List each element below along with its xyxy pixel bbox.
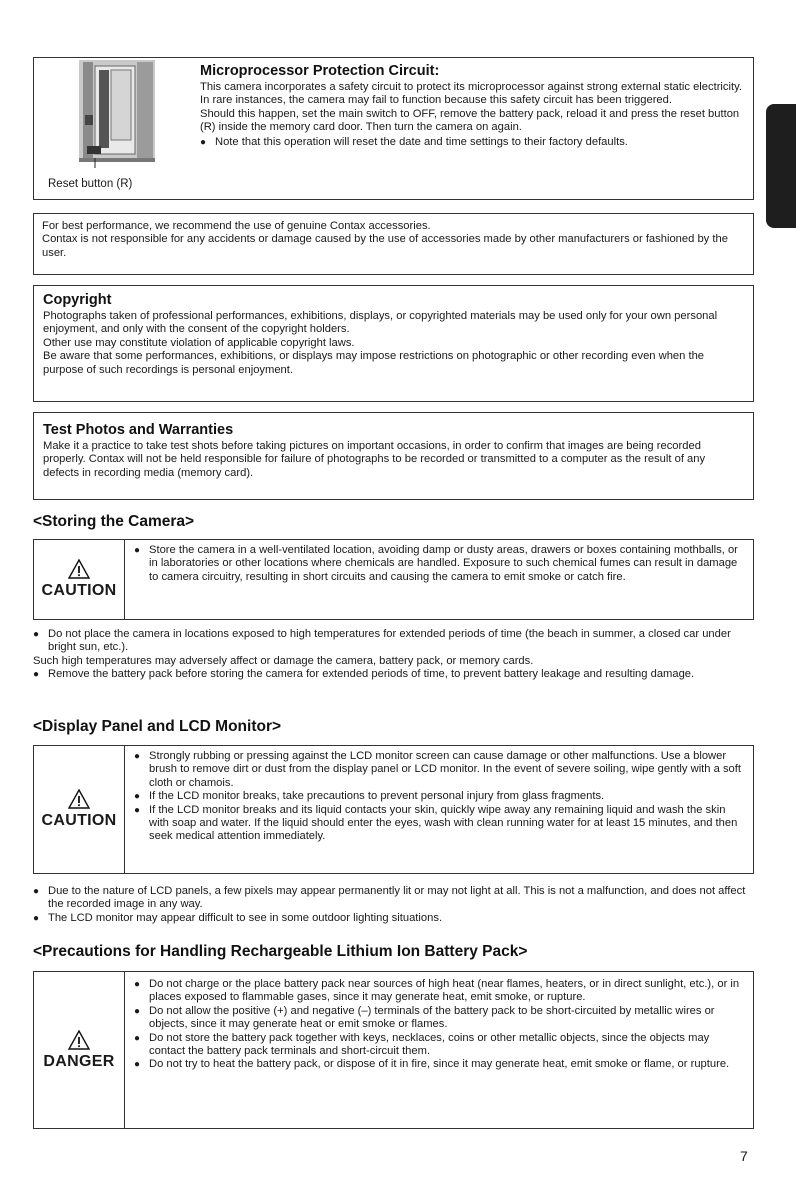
warning-triangle-icon <box>68 559 90 579</box>
display-bullet-1: ● Due to the nature of LCD panels, a few pixels may appear permanently lit or may not light at all. This is not a malfunction, and does not affect the recorded image in any way. <box>33 885 753 912</box>
battery-danger-item-2: ● Do not allow the positive (+) and negative (–) terminals of the battery pack to be short-circuited by metallic wires or objects, since it may generate heat or emit smoke or flames. <box>134 1005 744 1032</box>
copyright-title: Copyright <box>43 292 112 308</box>
battery-danger-label: DANGER <box>43 1052 115 1070</box>
copyright-box <box>33 285 754 402</box>
camera-illustration <box>77 60 157 168</box>
copyright-line1: Photographs taken of professional performances, exhibitions, displays, or copyrighted materials may be used only for your own personal enjoyment, and only with the consent of the copyright holders. <box>43 310 718 336</box>
battery-danger-item-4: ● Do not try to heat the battery pack, or dispose of it in fire, since it may generate heat, emit smoke or flame, or rupture. <box>134 1058 744 1071</box>
reset-button-caption: Reset button (R) <box>48 178 133 190</box>
warning-triangle-icon <box>68 789 90 809</box>
display-caution-cell <box>34 746 125 873</box>
test-photos-title: Test Photos and Warranties <box>43 422 234 438</box>
battery-danger-cell <box>34 972 125 1128</box>
storing-bullet-1 <box>33 628 753 668</box>
microprocessor-para1: This camera incorporates a safety circuit to protect its microprocessor against strong external static electricity. In rare instances, the camera may fail to function because this safety circuit has been triggered. <box>200 81 742 107</box>
storing-caution-item: ● Store the camera in a well-ventilated location, avoiding damp or dusty areas, drawers or boxes containing mothballs, or in laboratories or other locations where chemicals are handled. Exposure to such chemical fumes can result in damage to camera circuitry, resulting in short circuits and causing the camera to emit smoke or catch fire. <box>134 544 744 584</box>
storing-bullet-1-cont: Such high temperatures may adversely affect or damage the camera, battery pack, or memory cards. <box>33 654 534 667</box>
battery-danger-box <box>33 971 754 1129</box>
section-thumb-tab <box>766 104 796 228</box>
display-caution-item-3: ● If the LCD monitor breaks and its liquid contacts your skin, quickly wipe away any remaining liquid and wash the skin with soap and water. If the liquid should enter the eyes, wash with clean running water for at least 15 minutes, and then seek medical attention immediately. <box>134 804 744 844</box>
storing-bullet-2: ● Remove the battery pack before storing the camera for extended periods of time, to prevent battery leakage and resulting damage. <box>33 668 753 681</box>
test-photos-body: Make it a practice to take test shots before taking pictures on important occasions, in order to confirm that images are being recorded properly. Contax will not be held responsible for failure of photographs to be recorded or transmitted to a computer as the result of any defects in recording media (memory card). <box>43 440 706 479</box>
storing-caution-cell <box>34 540 125 619</box>
accessories-line2: Contax is not responsible for any accidents or damage caused by the use of accessories made by other manufacturers or fashioned by the user. <box>42 233 728 259</box>
display-caution-item-2: ● If the LCD monitor breaks, take precautions to prevent personal injury from glass fragments. <box>134 790 744 803</box>
microprocessor-note: ● Note that this operation will reset the date and time settings to their factory defaults. <box>200 136 744 149</box>
accessories-box <box>33 213 754 275</box>
battery-danger-item-3: ● Do not store the battery pack together with keys, necklaces, coins or other metallic objects, since the objects may contact the battery pack terminals and short-circuit them. <box>134 1032 744 1059</box>
accessories-line1: For best performance, we recommend the use of genuine Contax accessories. <box>42 220 431 232</box>
microprocessor-para2: Should this happen, set the main switch to OFF, remove the battery pack, reload it and press the reset button (R) inside the memory card door. Then turn the camera on again. <box>200 107 740 134</box>
battery-heading: <Precautions for Handling Rechargeable Lithium Ion Battery Pack> <box>33 943 528 960</box>
display-bullet-2: ● The LCD monitor may appear difficult to see in some outdoor lighting situations. <box>33 912 753 925</box>
storing-bullet-1-text: Do not place the camera in locations exposed to high temperatures for extended periods of time (the beach in summer, a closed car under bright sun, etc.). <box>48 628 731 654</box>
copyright-line2: Other use may constitute violation of applicable copyright laws. <box>43 336 355 349</box>
page-number: 7 <box>740 1148 748 1164</box>
display-caution-item-1: ● Strongly rubbing or pressing against the LCD monitor screen can cause damage or other malfunctions. Use a blower brush to remove dirt or dust from the display panel or LCD monitor. In the event of severe soiling, wipe gently with a soft cloth or chamois. <box>134 750 744 790</box>
storing-bullets <box>33 628 753 682</box>
storing-caution-label: CAUTION <box>41 582 117 599</box>
display-bullets <box>33 885 753 925</box>
copyright-line3: Be aware that some performances, exhibitions, or displays may impose restrictions on photographic or other recording even when the purpose of such recordings is personal enjoyment. <box>43 350 705 376</box>
display-caution-box <box>33 745 754 874</box>
warning-triangle-icon <box>68 1030 90 1050</box>
storing-heading: <Storing the Camera> <box>33 513 195 530</box>
microprocessor-title: Microprocessor Protection Circuit: <box>200 63 440 79</box>
display-heading: <Display Panel and LCD Monitor> <box>33 718 282 735</box>
battery-danger-item-1: ● Do not charge or the place battery pack near sources of high heat (near flames, heaters, or in direct sunlight, etc.), or in places exposed to flammable gases, since it may generate heat, emit smoke, or rupture. <box>134 978 744 1005</box>
display-caution-label: CAUTION <box>41 812 117 829</box>
storing-caution-box <box>33 539 754 620</box>
test-photos-box <box>33 412 754 500</box>
microprocessor-box <box>33 57 754 200</box>
camera-body-image <box>77 60 157 168</box>
